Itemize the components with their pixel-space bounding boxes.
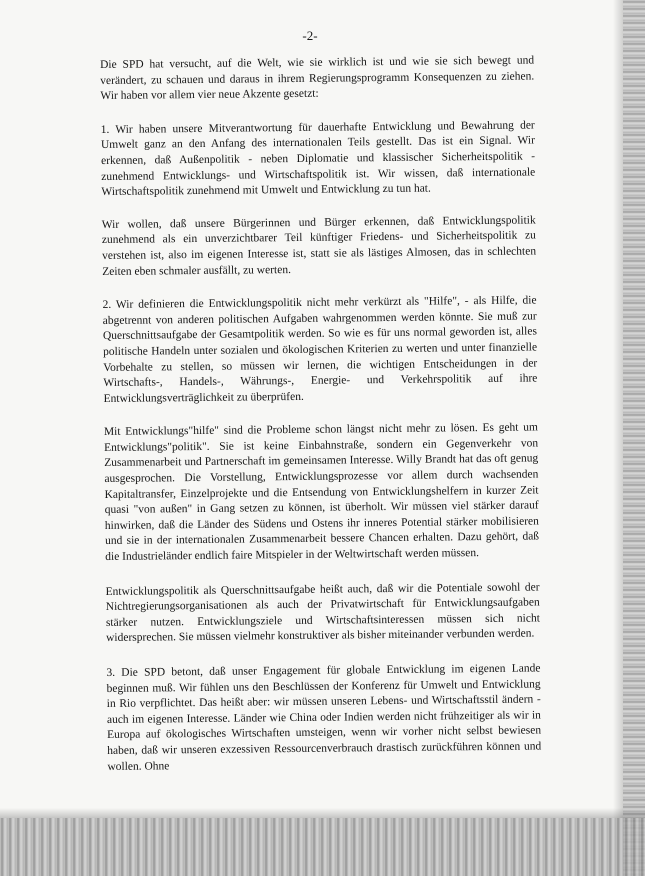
paragraph-development-policy: Mit Entwicklungs"hilfe" sind die Probleme schon längst nicht mehr zu lösen. Es geht um Entwicklungs"politik". Sie ist keine Einbahnstraße, sondern ein Gegenverkehr von Zusammenarbeit und Partnerschaft im gemeinsamen Interesse. Willy Brandt hat das oft genug ausgesprochen. Die Vorstellung, Entwicklungsprozesse vor allem durch wachsenden Kapitaltransfer, Einzelprojekte und die Entsendung von Entwicklungshelfern in kurzer Zeit quasi "von außen" in Gang setzen zu können, ist überholt. Wir müssen viel stärker darauf hinwirken, daß die Länder des Südens und Ostens ihr inneres Potential stärker mobilisieren und sie in der internationalen Zusammenarbeit bessere Chancen erhalten. Dazu gehört, daß die Industrieländer endlich faire Mitspieler in der Weltwirtschaft werden müssen. xyxy=(103,421,540,564)
scan-shadow-bottom xyxy=(0,808,645,818)
paragraph-cross-cutting-task: Entwicklungspolitik als Querschnittsaufgabe heißt auch, daß wir die Potentiale sowohl der Nichtregierungsorganisationen als auch der Privatwirtschaft für Entwicklungsaufgaben stärker nutzen. Entwicklungsziele und Wirtschaftsinteressen müssen sich nicht widersprechen. Sie müssen vielmehr konstruktiver als bisher miteinander verbunden werden. xyxy=(105,581,540,645)
scan-edge-right xyxy=(623,0,645,876)
scan-shadow-right xyxy=(613,0,623,876)
document-body xyxy=(100,53,542,789)
paragraph-intro: Die SPD hat versucht, auf die Welt, wie sie wirklich ist und wie sie sich bewegt und verändert, zu schauen und daraus in ihrem Regierungsprogramm Konsequenzen zu ziehen. Wir haben vor allem vier neue Akzente gesetzt: xyxy=(100,54,535,103)
paragraph-point-1: 1. Wir haben unsere Mitverantwortung für dauerhafte Entwicklung und Bewahrung der Umwelt ganz an den Anfang des internationalen Teils gestellt. Das ist ein Signal. Wir erkennen, daß Außenpolitik - neben Diplomatie und klassischer Sicherheitspolitik - zunehmend Entwicklungs- und Wirtschaftspolitik ist. Wir wissen, daß internationale Wirtschaftspolitik zunehmend mit Umwelt und Entwicklung zu tun hat. xyxy=(100,119,536,199)
paragraph-point-2: 2. Wir definieren die Entwicklungspolitik nicht mehr verkürzt als "Hilfe", - als Hilfe, die abgetrennt von anderen politischen Aufgaben wahrgenommen werden könnte. Sie muß zur Querschnittsaufgabe der Gesamtpolitik werden. So wie es für uns normal geworden ist, alles politische Handeln unter sozialen und ökologischen Kriterien zu werten und unter finanzielle Vorbehalte zu stellen, so müssen wir lernen, die wichtigen Entscheidungen in der Wirtschafts-, Handels-, Währungs-, Energie- und Verkehrspolitik auf ihre Entwicklungsverträglichkeit zu überprüfen. xyxy=(102,294,538,405)
paragraph-point-3: 3. Die SPD betont, daß unser Engagement für globale Entwicklung im eigenen Lande beginnen muß. Wir fühlen uns den Beschlüssen der Konferenz für Umwelt und Entwicklung in Rio verpflichtet. Das heißt aber: wir müssen unseren Lebens- und Wirtschaftsstil ändern - auch im eigenen Interesse. Länder wie China oder Indien werden nicht frühzeitiger als wir in Europa auf ökologisches Wirtschaften umsteigen, wenn wir vorher nicht selbst bewiesen haben, daß wir unseren exzessiven Ressourcenverbrauch drastisch zurückführen können und wollen. Ohne xyxy=(106,662,542,773)
page-number: -2- xyxy=(302,28,318,43)
paragraph-citizens: Wir wollen, daß unsere Bürgerinnen und Bürger erkennen, daß Entwicklungspolitik zunehmend als ein unverzichtbarer Teil künftiger Friedens- und Sicherheitspolitik zu verstehen ist, also im eigenen Interesse ist, statt sie als lästiges Almosen, das in schlechten Zeiten eben schmaler ausfällt, zu werten. xyxy=(101,214,537,278)
scan-edge-bottom xyxy=(0,818,645,876)
